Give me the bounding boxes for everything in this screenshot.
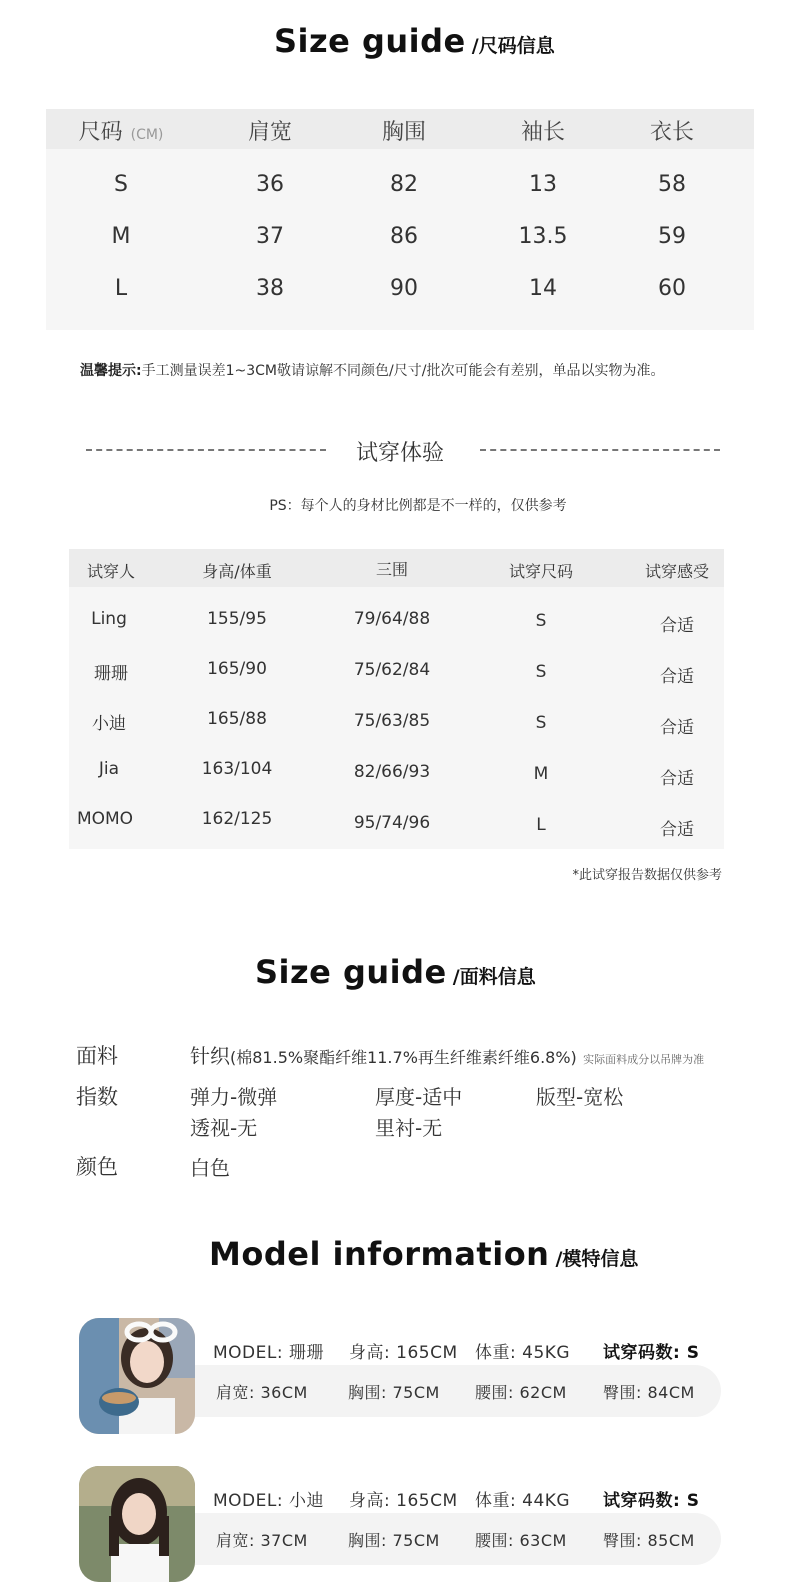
model-shoulder: 肩宽: 36CM: [216, 1383, 308, 1402]
tryon-cell: 165/88: [207, 709, 267, 729]
tryon-cell: Ling: [91, 609, 127, 629]
size-cell: 38: [256, 276, 284, 301]
tryon-cell: 75/62/84: [353, 660, 431, 680]
size-cell: 58: [658, 172, 686, 197]
model-weight: 体重: 45KG: [475, 1343, 571, 1363]
tip-label: 温馨提示:: [80, 363, 142, 379]
size-cell: 36: [256, 172, 284, 197]
size-cell: 82: [390, 172, 418, 197]
size-guide-title-cn: /尺码信息: [471, 35, 555, 57]
tryon-header-feeling: 试穿感受: [644, 562, 710, 581]
tryon-title: 试穿体验: [355, 441, 445, 466]
size-cell: M: [111, 224, 131, 249]
size-header-size: 尺码 (CM): [78, 120, 164, 145]
divider-right: [480, 449, 720, 451]
model-name: MODEL: 珊珊: [213, 1343, 324, 1363]
tryon-cell: 75/63/85: [353, 711, 431, 731]
material-main: 针织: [190, 1044, 230, 1068]
color-value: 白色: [190, 1156, 230, 1180]
size-guide-title-en: Size guide: [274, 22, 466, 60]
tryon-cell: 163/104: [201, 759, 273, 779]
size-cell: L: [114, 276, 128, 301]
model-photo-image: [79, 1466, 195, 1582]
tryon-cell: 79/64/88: [353, 609, 431, 629]
model-photo: [79, 1466, 195, 1582]
fabric-title-en: Size guide: [255, 953, 447, 991]
tip-text: 手工测量误差1~3CM敬请谅解不同颜色/尺寸/批次可能会有差别，单品以实物为准。: [141, 363, 665, 379]
tryon-cell: 82/66/93: [353, 762, 431, 782]
model-photo-image: [79, 1318, 195, 1434]
tryon-disclaimer: *此试穿报告数据仅供参考: [572, 868, 722, 883]
model-title-en: Model information: [209, 1235, 550, 1273]
measurement-tip: [80, 360, 664, 380]
material-note: 实际面料成分以吊牌为准: [583, 1053, 705, 1066]
tryon-cell: 合适: [660, 667, 694, 687]
model-hip: 臀围: 84CM: [603, 1383, 695, 1402]
tryon-header-height-weight: 身高/体重: [202, 562, 272, 581]
size-cell: 13.5: [518, 224, 568, 249]
tryon-cell: 小迪: [92, 714, 126, 734]
tryon-cell: 155/95: [207, 609, 267, 629]
model-tried-size: 试穿码数: S: [603, 1491, 700, 1511]
model-height: 身高: 165CM: [349, 1343, 458, 1363]
index-sheer: 透视-无: [190, 1116, 258, 1140]
fabric-title-cn: /面料信息: [452, 966, 536, 988]
size-table: [46, 109, 754, 330]
tryon-header-person: 试穿人: [86, 562, 136, 581]
tryon-cell: 合适: [660, 820, 694, 840]
model-hip: 臀围: 85CM: [603, 1531, 695, 1550]
tryon-cell: 95/74/96: [353, 813, 431, 833]
color-label: 颜色: [76, 1155, 118, 1179]
model-waist: 腰围: 62CM: [475, 1383, 567, 1402]
size-unit: (CM): [130, 127, 164, 143]
tryon-cell: 合适: [660, 616, 694, 636]
model-photo: [79, 1318, 195, 1434]
size-cell: S: [114, 172, 128, 197]
index-elasticity: 弹力-微弹: [190, 1085, 278, 1109]
index-lining: 里衬-无: [375, 1116, 443, 1140]
divider-left: [86, 449, 326, 451]
model-shoulder: 肩宽: 37CM: [216, 1531, 308, 1550]
model-tried-size: 试穿码数: S: [603, 1343, 700, 1363]
size-cell: 37: [256, 224, 284, 249]
tryon-table: [69, 549, 724, 849]
tryon-cell: 合适: [660, 718, 694, 738]
tryon-cell: S: [535, 662, 547, 682]
fabric-title: [255, 953, 536, 991]
size-guide-title: [274, 22, 555, 60]
size-cell: 14: [529, 276, 557, 301]
model-title: [209, 1235, 638, 1273]
model-name: MODEL: 小迪: [213, 1491, 324, 1511]
model-height: 身高: 165CM: [349, 1491, 458, 1511]
index-thickness: 厚度-适中: [375, 1085, 463, 1109]
model-title-cn: /模特信息: [555, 1248, 639, 1270]
tryon-cell: L: [536, 815, 546, 835]
size-cell: 90: [390, 276, 418, 301]
tryon-cell: 合适: [660, 769, 694, 789]
tryon-header-size: 试穿尺码: [508, 562, 574, 581]
tryon-cell: 165/90: [207, 659, 267, 679]
size-cell: 60: [658, 276, 686, 301]
tryon-cell: 珊珊: [94, 664, 128, 684]
material-label: 面料: [76, 1044, 118, 1068]
index-label: 指数: [76, 1085, 118, 1109]
index-fit: 版型-宽松: [536, 1085, 624, 1109]
size-header-chest: 胸围: [381, 120, 427, 145]
size-header-sleeve: 袖长: [520, 120, 566, 145]
tryon-header-measurements: 三围: [375, 560, 409, 579]
size-header-length: 衣长: [649, 120, 695, 145]
model-card: [79, 1466, 724, 1584]
material-value: [190, 1040, 704, 1069]
tryon-ps-note: PS：每个人的身材比例都是不一样的，仅供参考: [269, 498, 567, 514]
model-card: [79, 1318, 724, 1436]
size-cell: 59: [658, 224, 686, 249]
material-composition: (棉81.5%聚酯纤维11.7%再生纤维素纤维6.8%): [230, 1048, 577, 1067]
tryon-cell: 162/125: [201, 809, 273, 829]
tryon-cell: Jia: [98, 759, 120, 779]
tryon-cell: M: [533, 764, 549, 784]
tryon-cell: S: [535, 713, 547, 733]
model-weight: 体重: 44KG: [475, 1491, 571, 1511]
model-chest: 胸围: 75CM: [348, 1383, 440, 1402]
size-cell: 86: [390, 224, 418, 249]
size-cell: 13: [529, 172, 557, 197]
size-header-shoulder: 肩宽: [247, 120, 293, 145]
model-chest: 胸围: 75CM: [348, 1531, 440, 1550]
tryon-cell: MOMO: [76, 809, 134, 829]
model-waist: 腰围: 63CM: [475, 1531, 567, 1550]
tryon-cell: S: [535, 611, 547, 631]
